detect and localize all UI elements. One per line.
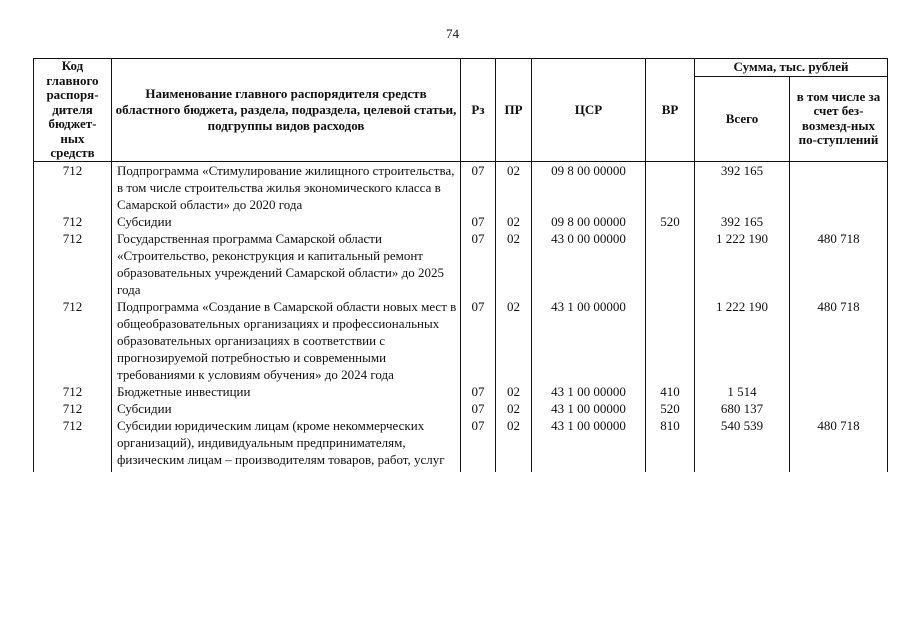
header-name: Наименование главного распорядителя средств областного бюджета, раздела, подраздела, целевой статьи, подгруппы видов расходов xyxy=(112,59,461,162)
cell-code: 712 xyxy=(34,161,112,213)
cell-total: 540 539 xyxy=(695,417,790,472)
cell-vr: 520 xyxy=(646,400,695,417)
cell-pr: 02 xyxy=(496,383,532,400)
header-sum: Сумма, тыс. рублей xyxy=(695,59,888,77)
cell-rz: 07 xyxy=(461,400,496,417)
header-csr: ЦСР xyxy=(532,59,646,162)
table-header xyxy=(34,59,888,162)
cell-rz: 07 xyxy=(461,417,496,472)
cell-vr xyxy=(646,230,695,298)
cell-rz: 07 xyxy=(461,298,496,383)
cell-name: Подпрограмма «Создание в Самарской области новых мест в общеобразовательных организациях и профессиональных образовательных организациях в соответствии с прогнозируемой потребностью и современными требованиями к условиям обучения» до 2024 года xyxy=(112,298,461,383)
cell-free xyxy=(790,213,888,230)
cell-code: 712 xyxy=(34,298,112,383)
cell-csr: 43 1 00 00000 xyxy=(532,298,646,383)
cell-total: 392 165 xyxy=(695,161,790,213)
cell-free xyxy=(790,161,888,213)
cell-vr xyxy=(646,298,695,383)
cell-name: Субсидии xyxy=(112,400,461,417)
table-body xyxy=(34,161,888,472)
cell-pr: 02 xyxy=(496,230,532,298)
cell-rz: 07 xyxy=(461,213,496,230)
cell-code: 712 xyxy=(34,213,112,230)
cell-vr: 520 xyxy=(646,213,695,230)
cell-total: 1 222 190 xyxy=(695,298,790,383)
table-row xyxy=(34,400,888,417)
cell-total: 680 137 xyxy=(695,400,790,417)
header-rz: Рз xyxy=(461,59,496,162)
cell-pr: 02 xyxy=(496,400,532,417)
page-number: 74 xyxy=(446,26,459,41)
cell-csr: 09 8 00 00000 xyxy=(532,213,646,230)
header-free: в том числе за счет без-возмезд-ных по-ступлений xyxy=(790,77,888,162)
table-row xyxy=(34,383,888,400)
header-pr: ПР xyxy=(496,59,532,162)
cell-code: 712 xyxy=(34,400,112,417)
cell-csr: 43 1 00 00000 xyxy=(532,417,646,472)
cell-pr: 02 xyxy=(496,298,532,383)
cell-code: 712 xyxy=(34,417,112,472)
cell-name: Государственная программа Самарской области «Строительство, реконструкция и капитальный ремонт образовательных учреждений Самарской области» до 2025 года xyxy=(112,230,461,298)
cell-name: Субсидии xyxy=(112,213,461,230)
cell-vr: 810 xyxy=(646,417,695,472)
cell-csr: 09 8 00 00000 xyxy=(532,161,646,213)
cell-code: 712 xyxy=(34,383,112,400)
cell-rz: 07 xyxy=(461,230,496,298)
cell-free xyxy=(790,383,888,400)
table-row xyxy=(34,161,888,213)
cell-name: Субсидии юридическим лицам (кроме некоммерческих организаций), индивидуальным предпринимателям, физическим лицам – производителям товаров, работ, услуг xyxy=(112,417,461,472)
cell-vr: 410 xyxy=(646,383,695,400)
cell-free: 480 718 xyxy=(790,417,888,472)
cell-csr: 43 0 00 00000 xyxy=(532,230,646,298)
cell-pr: 02 xyxy=(496,417,532,472)
cell-pr: 02 xyxy=(496,161,532,213)
header-code: Код главного распоря-дителя бюджет-ных средств xyxy=(34,59,112,162)
table-row xyxy=(34,298,888,383)
cell-total: 1 514 xyxy=(695,383,790,400)
table-row xyxy=(34,417,888,472)
header-total: Всего xyxy=(695,77,790,162)
budget-table-container xyxy=(33,58,887,472)
budget-table xyxy=(33,58,888,472)
header-vr: ВР xyxy=(646,59,695,162)
cell-csr: 43 1 00 00000 xyxy=(532,383,646,400)
cell-vr xyxy=(646,161,695,213)
cell-rz: 07 xyxy=(461,161,496,213)
cell-total: 1 222 190 xyxy=(695,230,790,298)
cell-pr: 02 xyxy=(496,213,532,230)
cell-name: Подпрограмма «Стимулирование жилищного строительства, в том числе строительства жилья экономического класса в Самарской области» до 2020 года xyxy=(112,161,461,213)
cell-free: 480 718 xyxy=(790,298,888,383)
cell-free: 480 718 xyxy=(790,230,888,298)
cell-name: Бюджетные инвестиции xyxy=(112,383,461,400)
cell-rz: 07 xyxy=(461,383,496,400)
cell-code: 712 xyxy=(34,230,112,298)
table-row xyxy=(34,230,888,298)
cell-total: 392 165 xyxy=(695,213,790,230)
cell-csr: 43 1 00 00000 xyxy=(532,400,646,417)
cell-free xyxy=(790,400,888,417)
table-row xyxy=(34,213,888,230)
